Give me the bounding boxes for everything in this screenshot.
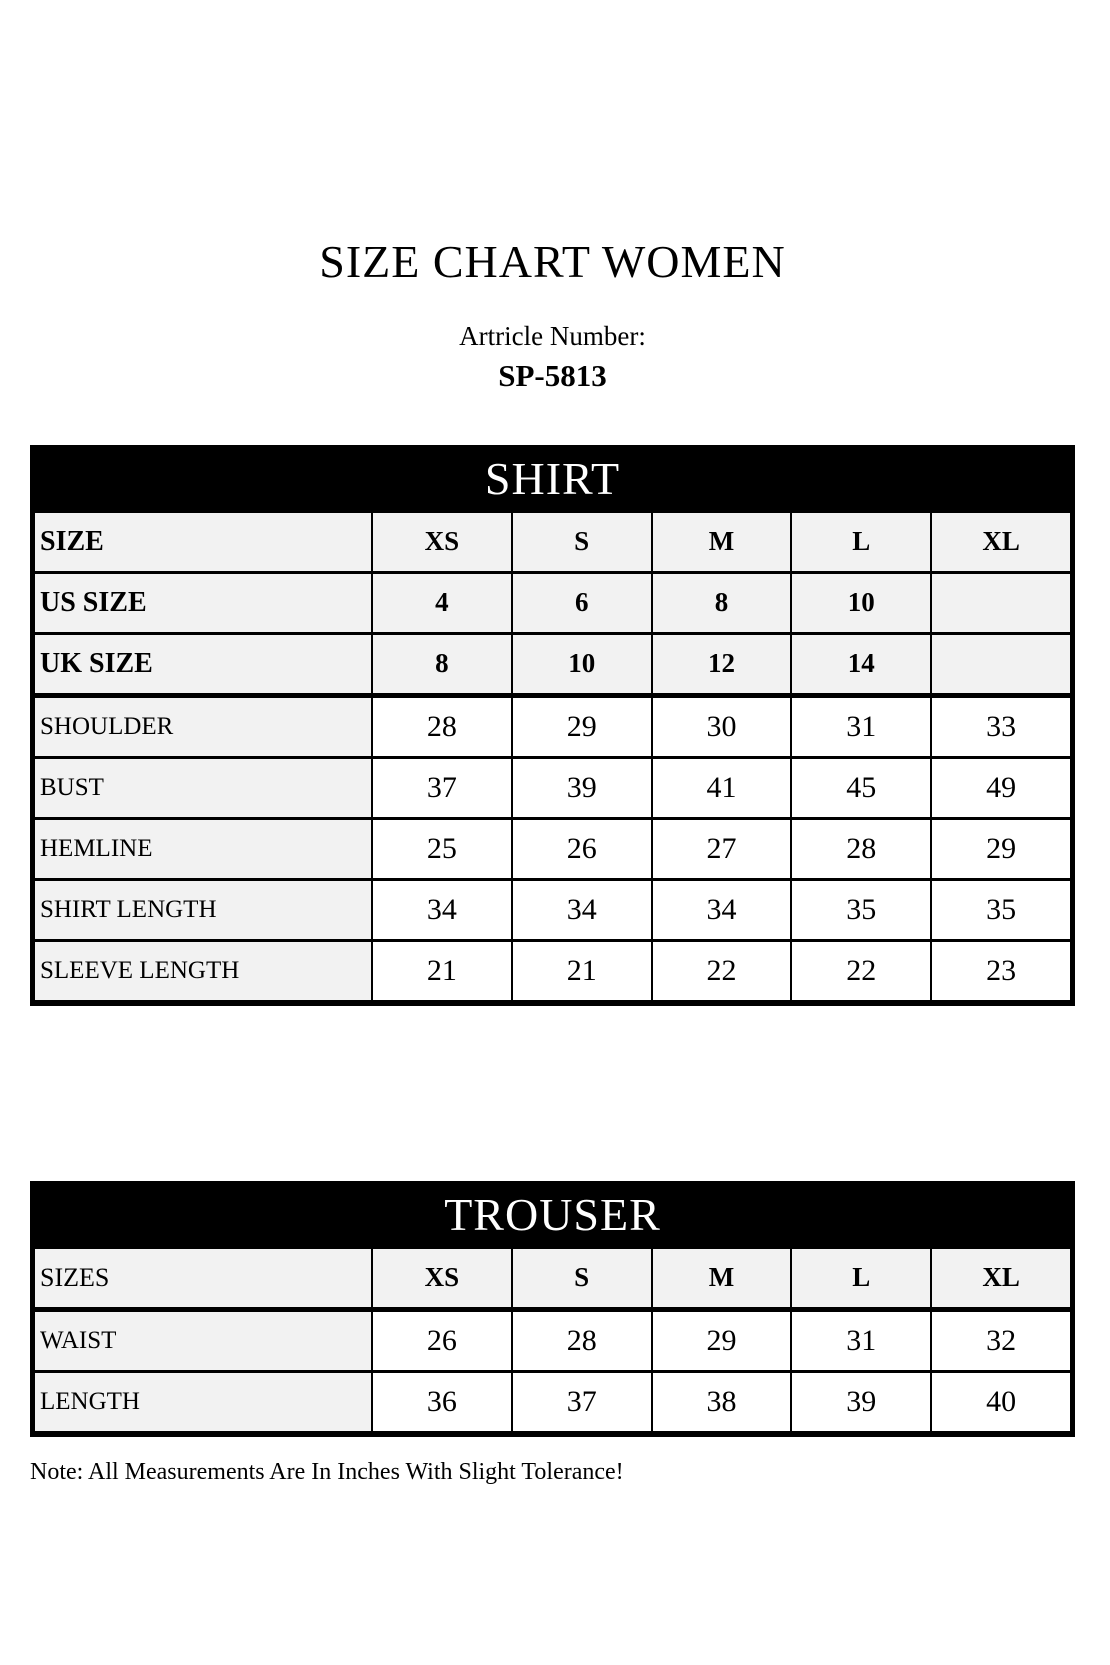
measurement-value-cell: 34 <box>512 879 652 940</box>
row-label-cell: SIZES <box>34 1247 372 1309</box>
measurement-value-cell: 25 <box>372 818 512 879</box>
table-row-shoulder <box>34 695 1071 757</box>
size-value-cell: S <box>512 1247 652 1309</box>
measurement-value-cell: 21 <box>512 940 652 1001</box>
row-label-cell: HEMLINE <box>34 818 372 879</box>
size-value-cell: XL <box>931 1247 1071 1309</box>
measurement-value-cell: 27 <box>652 818 792 879</box>
measurement-value-cell: 26 <box>372 1309 512 1371</box>
measurement-value-cell: 39 <box>791 1371 931 1432</box>
measurement-value-cell: 35 <box>931 879 1071 940</box>
size-value-cell: 12 <box>652 633 792 695</box>
size-value-cell: 14 <box>791 633 931 695</box>
measurement-value-cell: 26 <box>512 818 652 879</box>
shirt-table-title-bar: SHIRT <box>33 448 1072 510</box>
table-row-length <box>34 1371 1071 1432</box>
row-label-cell: US SIZE <box>34 572 372 633</box>
size-value-cell: 6 <box>512 572 652 633</box>
measurement-value-cell: 37 <box>372 757 512 818</box>
size-value-cell: M <box>652 511 792 572</box>
measurement-value-cell: 31 <box>791 1309 931 1371</box>
trouser-table-title-bar: TROUSER <box>33 1184 1072 1246</box>
size-value-cell: 4 <box>372 572 512 633</box>
size-value-cell: 10 <box>512 633 652 695</box>
measurement-note: Note: All Measurements Are In Inches With Slight Tolerance! <box>30 1458 624 1485</box>
table-row-size <box>34 511 1071 572</box>
page-title: SIZE CHART WOMEN <box>319 236 786 287</box>
table-row-sizes <box>34 1247 1071 1309</box>
measurement-value-cell: 28 <box>791 818 931 879</box>
measurement-value-cell: 34 <box>372 879 512 940</box>
measurement-value-cell: 41 <box>652 757 792 818</box>
table-row-shirt-length <box>34 879 1071 940</box>
table-row-bust <box>34 757 1071 818</box>
measurement-value-cell: 29 <box>931 818 1071 879</box>
measurement-value-cell: 33 <box>931 695 1071 757</box>
row-label-cell: LENGTH <box>34 1371 372 1432</box>
measurement-value-cell: 28 <box>372 695 512 757</box>
size-value-cell <box>931 572 1071 633</box>
table-row-hemline <box>34 818 1071 879</box>
measurement-value-cell: 30 <box>652 695 792 757</box>
measurement-value-cell: 38 <box>652 1371 792 1432</box>
size-value-cell: XS <box>372 1247 512 1309</box>
measurement-value-cell: 37 <box>512 1371 652 1432</box>
article-number-value: SP-5813 <box>498 357 607 393</box>
trouser-size-grid <box>33 1246 1072 1434</box>
measurement-value-cell: 45 <box>791 757 931 818</box>
row-label-cell: UK SIZE <box>34 633 372 695</box>
row-label-cell: SHIRT LENGTH <box>34 879 372 940</box>
measurement-value-cell: 29 <box>512 695 652 757</box>
size-value-cell: M <box>652 1247 792 1309</box>
measurement-value-cell: 32 <box>931 1309 1071 1371</box>
measurement-value-cell: 21 <box>372 940 512 1001</box>
size-value-cell: XS <box>372 511 512 572</box>
row-label-cell: SHOULDER <box>34 695 372 757</box>
measurement-value-cell: 36 <box>372 1371 512 1432</box>
measurement-value-cell: 34 <box>652 879 792 940</box>
measurement-value-cell: 35 <box>791 879 931 940</box>
size-chart-document <box>30 0 1075 1486</box>
table-row-sleeve-length <box>34 940 1071 1001</box>
size-value-cell: 8 <box>372 633 512 695</box>
table-row-waist <box>34 1309 1071 1371</box>
table-row-uk-size <box>34 633 1071 695</box>
size-value-cell: L <box>791 511 931 572</box>
measurement-value-cell: 28 <box>512 1309 652 1371</box>
shirt-table <box>30 445 1075 1006</box>
measurement-value-cell: 39 <box>512 757 652 818</box>
trouser-table <box>30 1181 1075 1437</box>
size-value-cell <box>931 633 1071 695</box>
size-value-cell: L <box>791 1247 931 1309</box>
size-value-cell: S <box>512 511 652 572</box>
row-label-cell: SIZE <box>34 511 372 572</box>
shirt-size-grid <box>33 510 1072 1003</box>
size-value-cell: 8 <box>652 572 792 633</box>
row-label-cell: BUST <box>34 757 372 818</box>
size-value-cell: XL <box>931 511 1071 572</box>
measurement-value-cell: 49 <box>931 757 1071 818</box>
measurement-value-cell: 31 <box>791 695 931 757</box>
measurement-value-cell: 22 <box>652 940 792 1001</box>
measurement-value-cell: 23 <box>931 940 1071 1001</box>
article-number-label: Artricle Number: <box>459 320 646 351</box>
row-label-cell: WAIST <box>34 1309 372 1371</box>
measurement-value-cell: 22 <box>791 940 931 1001</box>
size-value-cell: 10 <box>791 572 931 633</box>
row-label-cell: SLEEVE LENGTH <box>34 940 372 1001</box>
measurement-value-cell: 29 <box>652 1309 792 1371</box>
measurement-value-cell: 40 <box>931 1371 1071 1432</box>
table-row-us-size <box>34 572 1071 633</box>
